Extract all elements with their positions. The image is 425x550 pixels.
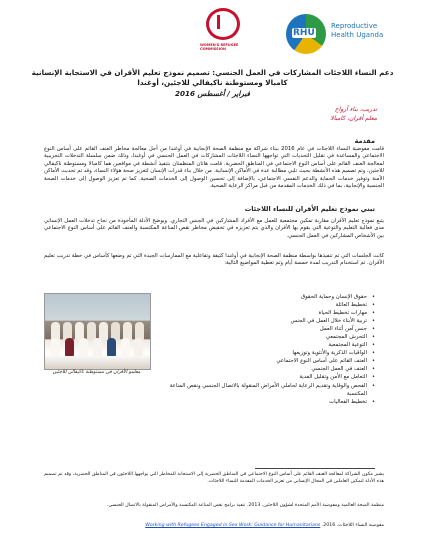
header-logos: [200, 8, 400, 68]
intro-heading: مقدمة: [354, 137, 375, 145]
model-heading: تبني نموذج تعليم الأقران للنساء اللاجئات: [244, 205, 375, 213]
footnote-2: منظمة الصحة العالمية ومفوضية الأمم المتحدة لشؤون اللاجئين. 2013. تنفيذ برامج نقص المناعة المكتسبة والأمراض المنقولة بالاتصال الجنسي.: [106, 503, 384, 508]
rhu-name: Reproductive Health Uganda: [331, 22, 384, 39]
footnote-3: [44, 523, 384, 530]
model-paragraph-2: كانت الجلسات التي تم تنفيذها بواسطة منظمة الصحة الإنجابية في أوغندا كثيفة وتفاعلية مع الممارسات الجيدة التي تم وضعها كأساس في خطة تدريب تعليم الأقران. تم استخدام التدريب لمدة خمسة أيام وتم تغطية المواضيع التالية:: [44, 253, 384, 267]
topic-item: • تخطيط الفعاليات: [157, 398, 367, 406]
topic-item: • حقوق الإنسان وحماية الحقوق: [157, 293, 367, 301]
group-photo: [44, 293, 151, 370]
topics-list: [157, 293, 375, 406]
footnote-divider: [255, 468, 375, 469]
photo-caption: معلمو الأقران في مستوطنة ناكيفالي للاجئين: [52, 370, 141, 375]
footnote-link[interactable]: Working with Refugees Engaged in Sex Work: Guidance for Humanitarians: [145, 523, 321, 528]
topic-item: • الواقيات الذكرية والأنثوية وتوزيعها: [157, 349, 367, 357]
wrc-name: WOMEN'S REFUGEE COMMISSION: [200, 43, 239, 52]
intro-paragraph: قامت مفوضية النساء اللاجئات في عام 2016 ببناء شراكة مع منظمة الصحة الإنجابية في أوغندا من أجل معالجة مخاطر العنف القائم على أساس النوع الاجتماعي والمساعدة في تقليل التحديات التي تواجهها النساء اللاجئات المشاركات في العمل الجنسي في أوغندا، وذلك ضمن سلسلة التدخلات التجريبية لمعالجة العنف القائم على أساس النوع الاجتماعي في المناطق الحضرية. قامت هاتان المنظمتان بتنفيذ أنشطة في مواقعين هما كامبالا ومستوطنة ناكيفالي للاجئين، وتم تصميم هذه الأنشطة بحيث تلبي مطالبة عدة في الأماكن الإنسانية. من خلال بناء قدرات الإنسان لتعزيز صحة هؤلاء النساء، وقد تم تحديث الأماكن الآمنة وتوفير خدمات الحماية والدعم النفسي الاجتماعي، بالإضافة إلى تحسين الوصول إلى الخدمات الصحية. كما تم تعزيز الوصول إلى خدمات الصحة الجنسية والإنجابية، بما في ذلك الخدمات المقدمة من قبل مراكز الرعاية الصحية.: [44, 146, 384, 190]
document-title: دعم النساء اللاجئات المشاركات في العمل الجنسي: تصميم نموذج تعليم الأقران في الاستجابة الإنسانية كامبالا ومستوطنة ناكيفالي للاجئين، أوغندا: [31, 68, 394, 87]
topic-item: • مهارات تخطيط الحياة: [157, 309, 367, 317]
highlight-item: معلم أقران، كامبالا: [330, 115, 377, 122]
rhu-logo: [286, 14, 396, 64]
topic-item: • التحرش المجتمعي: [157, 333, 367, 341]
topic-item: • العنف القائم على أساس النوع الاجتماعي: [157, 357, 367, 365]
highlight-item: تدريب، بناء أرواح: [334, 106, 377, 113]
topic-item: • العنف في العمل الجنسي: [157, 365, 367, 373]
document-date: فبراير / أغسطس 2016: [175, 89, 250, 98]
model-paragraph-1: يتبع نموذج تعليم الأقران مقاربة تمكين مجتمعية للعمل مع الأفراد المشاركين في الجنس التجاري. ويوضح الأدلة المأخوذة من نجاح تدخلات العمل الإنساني مدى فعالية التعليم والتوعية التي يقوم بها الأقران والذي يتم تعزيزه في تخفيض مخاطر نقص المناعة المكتسبة والعنف القائم على أساس النوع الاجتماعي بين الأشخاص المشاركين في العمل الجنسي.: [44, 218, 384, 239]
rhu-abbr: RHU: [293, 28, 315, 38]
topic-item: • جنس آمن أثناء العمل: [157, 325, 367, 333]
topic-item: • تربية الأبناء خلال العمل في الجنس: [157, 317, 367, 325]
topic-item: • الفحص والوقاية وتقديم الرعاية لحاملي الأمراض المنقولة بالاتصال الجنسي ونقص المناعة المكتسبة: [157, 382, 367, 398]
wrc-logo: [200, 8, 242, 51]
footnote-3-text: مفوضية النساء اللاجئات. 2016.: [321, 523, 384, 528]
topic-item: • التوعية المجتمعية: [157, 341, 367, 349]
rhu-emblem-icon: [286, 14, 326, 54]
footnote-1: يشير مكون الشراكة لمعالجة العنف القائم على أساس النوع الاجتماعي في المناطق الحضرية إلى الاستجابة للمخاطر التي يواجهها اللاجئون في المناطق الحضرية، وقد تم تصميم هذه الأدلة لتمكين العاملين في المجال الإنساني من تعزيز الخدمات المقدمة للنساء اللاجئات.: [44, 472, 384, 484]
topic-item: • التعامل مع الأمن وتقليل الفدية: [157, 373, 367, 381]
topic-item: • تخطيط العائلة: [157, 301, 367, 309]
highlight-list: [177, 105, 377, 123]
wrc-emblem-icon: [206, 8, 240, 40]
